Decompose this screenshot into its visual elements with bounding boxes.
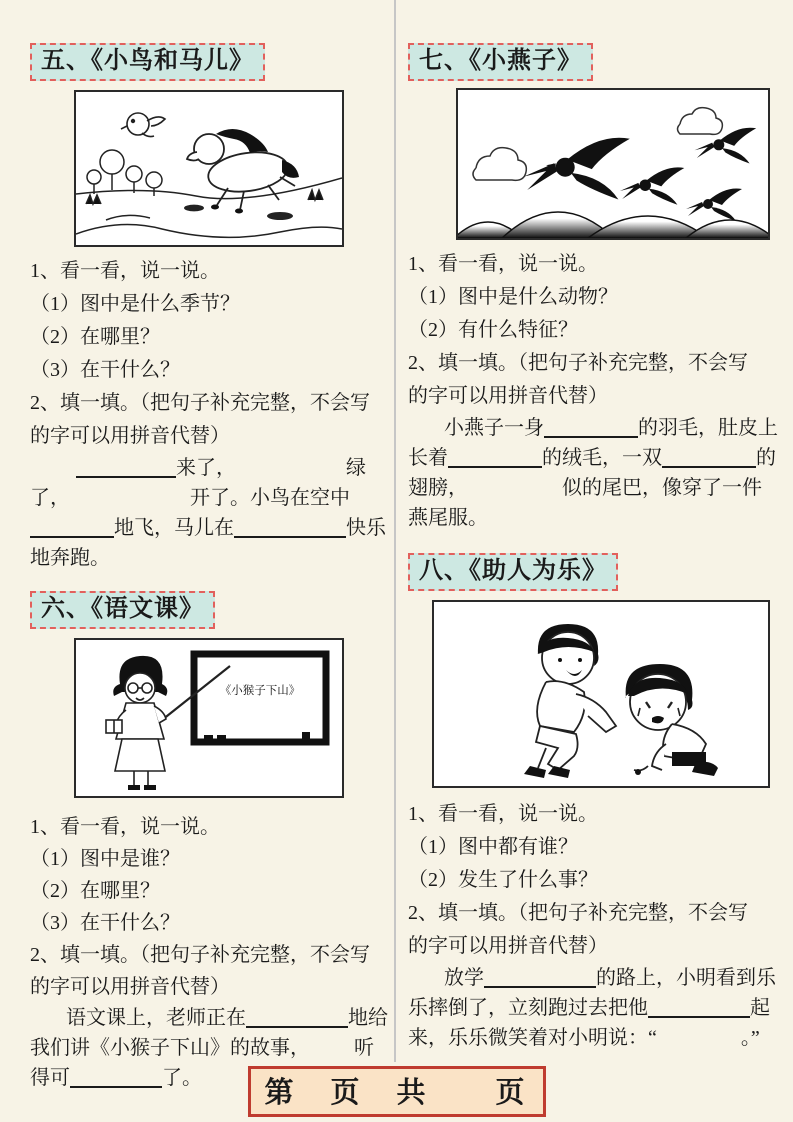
fill-line: 乐摔倒了，立刻跑过去把他 起 — [408, 996, 770, 1019]
fill-line: 了， 开了。小鸟在空中 — [30, 486, 350, 509]
page-number-footer: 第 页 共 页 — [247, 1066, 545, 1117]
right-column — [408, 0, 776, 1053]
section-five-questions — [30, 255, 392, 573]
svg-text:《小猴子下山》: 《小猴子下山》 — [219, 684, 301, 697]
section-six-questions — [30, 811, 392, 1093]
question-line: （1）图中是谁？ — [30, 847, 180, 870]
question-line: （1）图中都有谁？ — [408, 835, 578, 858]
section-eight-title: 八、《助人为乐》 — [408, 553, 618, 591]
section-eight-questions — [408, 798, 776, 1053]
question-line: 2、填一填。（把句子补充完整，不会写 — [30, 943, 370, 966]
horse-icon — [187, 129, 299, 214]
fill-line: 翅膀， 似的尾巴，像穿了一件 — [408, 476, 762, 499]
answer-blank — [234, 516, 346, 538]
answer-blank — [484, 966, 596, 988]
question-line: （2）在哪里？ — [30, 325, 160, 348]
left-column — [30, 0, 392, 1093]
chinese-class-illustration — [74, 638, 344, 798]
question-line: 2、填一填。（把句子补充完整，不会写 — [408, 901, 748, 924]
answer-gap — [468, 492, 562, 494]
question-line: 的字可以用拼音代替） — [408, 384, 608, 407]
swallow-icon — [523, 128, 756, 221]
answer-blank — [30, 516, 114, 538]
answer-gap — [408, 432, 444, 434]
question-line: 2、填一填。（把句子补充完整，不会写 — [30, 391, 370, 414]
answer-blank — [76, 456, 176, 478]
helping-illustration — [432, 600, 770, 788]
fill-line: 来，乐乐微笑着对小明说：“ 。” — [408, 1026, 760, 1049]
question-line: 1、看一看，说一说。 — [30, 259, 220, 282]
fill-line: 燕尾服。 — [408, 506, 488, 529]
fill-line: 放学 的路上，小明看到乐 — [408, 963, 776, 993]
fill-line: 地飞，马儿在 快乐 — [30, 513, 392, 543]
answer-gap — [408, 982, 444, 984]
blackboard-icon — [194, 654, 326, 742]
question-line: 1、看一看，说一说。 — [30, 815, 220, 838]
answer-blank — [648, 996, 750, 1018]
question-line: （3）在干什么？ — [30, 358, 180, 381]
question-line: （2）在哪里？ — [30, 879, 160, 902]
fill-line: 小燕子一身 的羽毛，肚皮上 — [408, 413, 776, 443]
question-line: （2）有什么特征？ — [408, 318, 578, 341]
answer-gap — [310, 1052, 354, 1054]
column-divider — [394, 0, 396, 1062]
bird-icon — [121, 113, 165, 137]
standing-boy-icon — [524, 624, 616, 778]
fill-line: 得可 了。 — [30, 1066, 202, 1089]
fill-line: 长着 的绒毛，一双 的 — [408, 446, 776, 469]
answer-gap — [30, 1022, 66, 1024]
question-line: （3）在干什么？ — [30, 911, 180, 934]
question-line: 2、填一填。（把句子补充完整，不会写 — [408, 351, 748, 374]
answer-gap — [70, 502, 190, 504]
question-line: 的字可以用拼音代替） — [408, 934, 608, 957]
answer-gap — [657, 1042, 741, 1044]
question-line: 的字可以用拼音代替） — [30, 975, 230, 998]
answer-gap — [30, 472, 76, 474]
section-five-title: 五、《小鸟和马儿》 — [30, 43, 265, 81]
question-line: （2）发生了什么事？ — [408, 868, 598, 891]
teacher-icon — [106, 655, 167, 789]
question-line: （1）图中是什么季节？ — [30, 292, 240, 315]
section-seven-title: 七、《小燕子》 — [408, 43, 593, 81]
fill-line: 来了， 绿 — [30, 453, 392, 483]
ground-path — [76, 178, 342, 237]
question-line: 的字可以用拼音代替） — [30, 424, 230, 447]
answer-blank — [662, 446, 756, 468]
swallows-illustration — [456, 88, 770, 240]
fill-line: 语文课上，老师正在 地给 — [30, 1003, 392, 1033]
answer-gap — [236, 472, 346, 474]
answer-blank — [70, 1066, 162, 1088]
answer-blank — [448, 446, 542, 468]
section-six-title: 六、《语文课》 — [30, 591, 215, 629]
section-seven-questions — [408, 248, 776, 533]
hills-icon — [458, 212, 768, 238]
question-line: 1、看一看，说一说。 — [408, 802, 598, 825]
fill-line: 我们讲《小猴子下山》的故事， 听 — [30, 1036, 374, 1059]
question-line: （1）图中是什么动物？ — [408, 285, 618, 308]
answer-blank — [544, 416, 638, 438]
question-line: 1、看一看，说一说。 — [408, 252, 598, 275]
bird-and-horse-illustration — [74, 90, 344, 247]
fallen-boy-icon — [626, 664, 718, 776]
answer-blank — [246, 1006, 348, 1028]
fill-line: 地奔跑。 — [30, 546, 110, 569]
